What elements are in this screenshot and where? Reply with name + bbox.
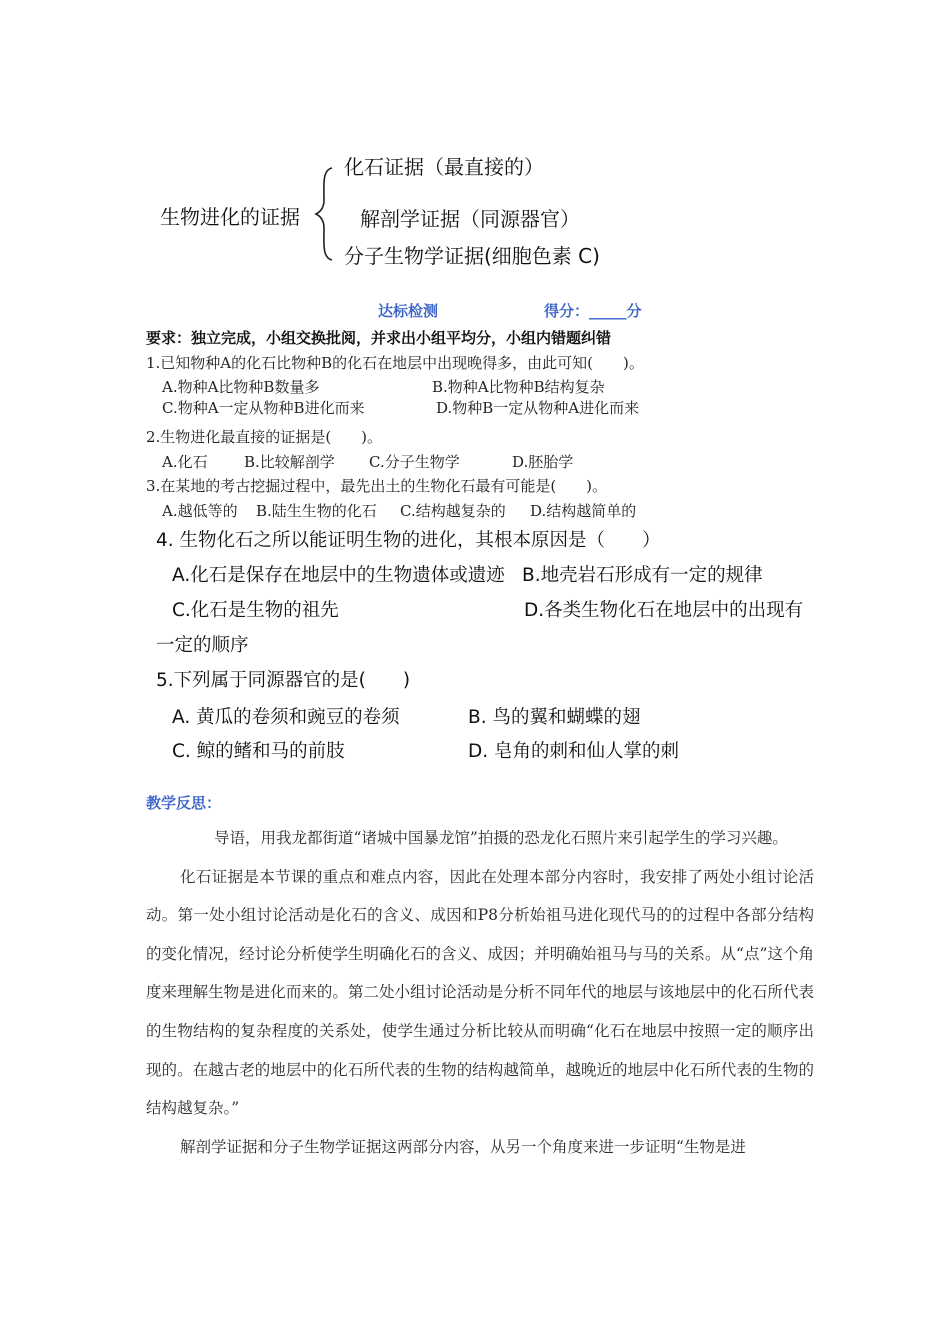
q2-option-d: D.胚胎学 [512,453,574,471]
q3-option-b: B.陆生生物的化石 [256,502,377,520]
question-1: 1.已知物种A的化石比物种B的化石在地层中出现晚得多，由此可知( )。 [146,354,644,372]
q1-option-a: A.物种A比物种B数量多 [162,378,320,396]
q4-option-d: D.各类生物化石在地层中的出现有 [524,600,804,621]
q1-option-d: D.物种B一定从物种A进化而来 [436,399,640,417]
diagram-item-fossil: 化石证据（最直接的） [344,155,544,179]
question-5: 5.下列属于同源器官的是( ) [156,670,411,691]
q2-option-b: B.比较解剖学 [244,453,335,471]
q3-option-d: D.结构越简单的 [530,502,637,520]
section-title: 达标检测 [378,302,439,320]
q4-option-d-continued: 一定的顺序 [156,635,249,656]
diagram-item-anatomy: 解剖学证据（同源器官） [360,207,580,231]
reflection-title: 教学反思： [146,794,222,812]
q2-option-c: C.分子生物学 [369,453,460,471]
reflection-body [146,819,814,1166]
q4-option-c: C.化石是生物的祖先 [172,600,339,621]
q1-option-c: C.物种A一定从物种B进化而来 [162,399,365,417]
question-2: 2.生物进化最直接的证据是( )。 [146,428,383,446]
q3-option-a: A.越低等的 [162,502,238,520]
q5-option-c: C. 鲸的鳍和马的前肢 [172,741,345,762]
q5-option-b: B. 鸟的翼和蝴蝶的翅 [468,707,641,728]
q4-option-b: B.地壳岩石形成有一定的规律 [522,565,763,586]
diagram-label: 生物进化的证据 [160,205,300,229]
q2-option-a: A.化石 [162,453,208,471]
q3-option-c: C.结构越复杂的 [400,502,506,520]
question-3: 3.在某地的考古挖掘过程中，最先出土的生物化石最有可能是( )。 [146,477,608,495]
q5-option-a: A. 黄瓜的卷须和豌豆的卷须 [172,707,400,728]
diagram-item-molecular: 分子生物学证据(细胞色素 C) [344,244,600,268]
q1-option-b: B.物种A比物种B结构复杂 [432,378,605,396]
reflection-paragraph-1: 导语，用我龙都街道“诸城中国暴龙馆”拍摄的恐龙化石照片来引起学生的学习兴趣。 [214,829,788,847]
question-4: 4. 生物化石之所以能证明生物的进化，其根本原因是（ ） [156,530,661,551]
q4-option-a: A.化石是保存在地层中的生物遗体或遗迹 [172,565,505,586]
q5-option-d: D. 皂角的刺和仙人掌的刺 [468,741,680,762]
reflection-paragraph-2: 化石证据是本节课的重点和难点内容，因此在处理本部分内容时，我安排了两处小组讨论活动。第一处小组讨论活动是化石的含义、成因和P8分析始祖马进化现代马的的过程中各部分结构的变化情况，经讨论分析使学生明确化石的含义、成因；并明确始祖马与马的关系。从“点”这个角度来理解生物是进化而来的。第二处小组讨论活动是分析不同年代的地层与该地层中的化石所代表的生物结构的复杂程度的关系处，使学生通过分析比较从而明确“化石在地层中按照一定的顺序出现的。在越古老的地层中的化石所代表的生物的结构越简单，越晚近的地层中化石所代表的生物的结构越复杂。” [146,867,814,1118]
score-label: 得分：_____分 [544,302,642,320]
brace-icon [314,166,336,262]
requirement-text: 要求：独立完成，小组交换批阅，并求出小组平均分，小组内错题纠错 [146,329,612,347]
reflection-paragraph-3: 解剖学证据和分子生物学证据这两部分内容，从另一个角度来进一步证明“生物是进 [180,1137,746,1156]
